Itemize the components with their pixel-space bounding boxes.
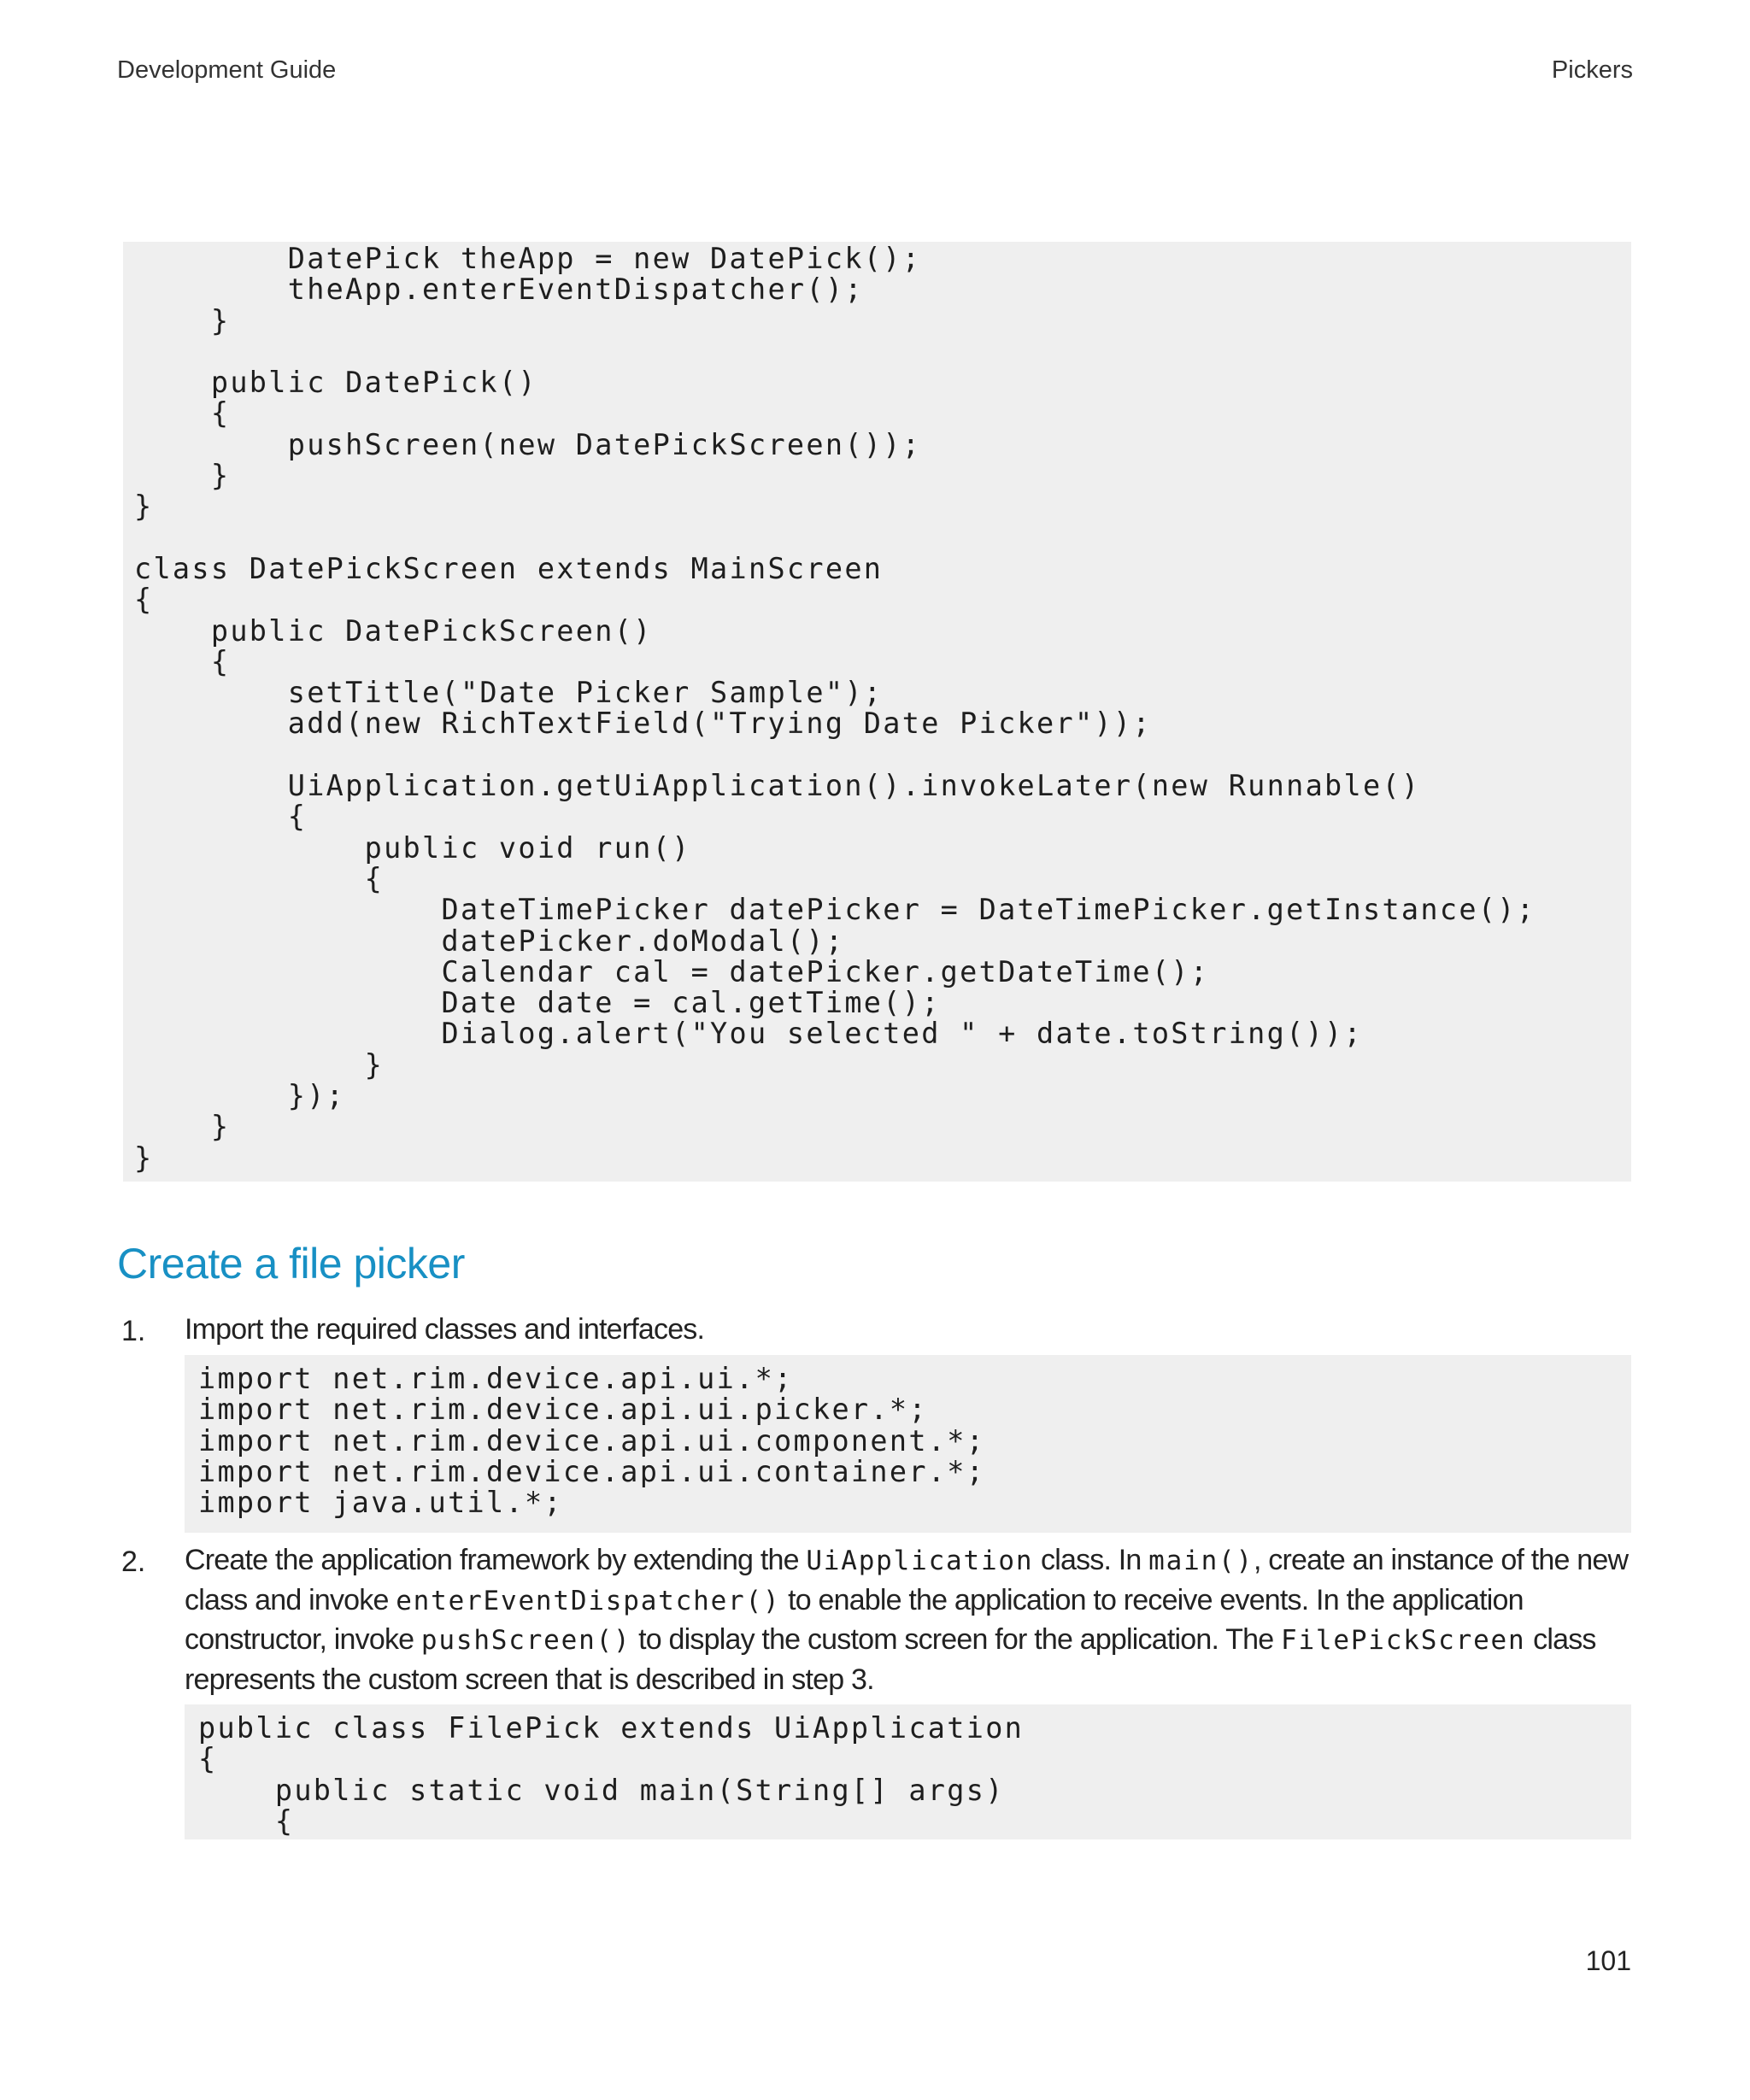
instruction-text: class. In (1033, 1544, 1149, 1576)
code-block-framework (185, 1704, 1631, 1839)
instruction-text: to enable the application to receive events. In the application constructor, invoke (185, 1583, 1524, 1656)
header-chapter-title: Pickers (1551, 56, 1633, 84)
code-listing: import net.rim.device.api.ui.*; import net.rim.device.api.ui.picker.*; import net.rim.device.api.ui.component.*; import net.rim.device.api.ui.container.*; import java.util.*; (198, 1362, 986, 1520)
header-guide-title: Development Guide (117, 56, 337, 84)
code-listing: DatePick theApp = new DatePick(); theApp.enterEventDispatcher(); } public DatePick() { pushScreen(new DatePickScreen()); } } class DatePickScreen extends MainScreen { public DatePickScreen() { setTitle("Date Picker Sample"); add(new RichTextField("Trying Date Picker")); UiApplication.getUiApplication().invokeLater(new Runnable() { public void run() { DateTimePicker datePicker = DateTimePicker.getInstance(); datePicker.doModal(); Calendar cal = datePicker.getDateTime(); Date date = cal.getTime(); Dialog.alert("You selected " + date.toString()); } }); } } (134, 242, 1536, 1175)
step-instruction (185, 1541, 1637, 1699)
step-number: 1. (121, 1315, 146, 1347)
code-block-date-picker (123, 242, 1631, 1182)
inline-code: UiApplication (806, 1546, 1034, 1576)
page-number: 101 (1585, 1945, 1631, 1976)
instruction-text: class represents the custom screen that is described in step 3. (185, 1623, 1596, 1696)
instruction-text: , create an instance of the new class and invoke (185, 1544, 1629, 1616)
inline-code: main() (1148, 1546, 1254, 1576)
instruction-text: to display the custom screen for the application. The (631, 1623, 1281, 1656)
step-instruction: Import the required classes and interfaces. (185, 1313, 705, 1346)
code-listing: public class FilePick extends UiApplication { public static void main(String[] args) { (198, 1711, 1025, 1838)
inline-code: pushScreen() (420, 1625, 631, 1656)
inline-code: FilePickScreen (1280, 1625, 1526, 1656)
section-heading: Create a file picker (117, 1240, 465, 1288)
inline-code: enterEventDispatcher() (396, 1585, 781, 1616)
step-number: 2. (121, 1546, 146, 1578)
code-block-imports (185, 1355, 1631, 1533)
running-header (117, 56, 1633, 91)
instruction-text: Create the application framework by extending the (185, 1544, 807, 1576)
